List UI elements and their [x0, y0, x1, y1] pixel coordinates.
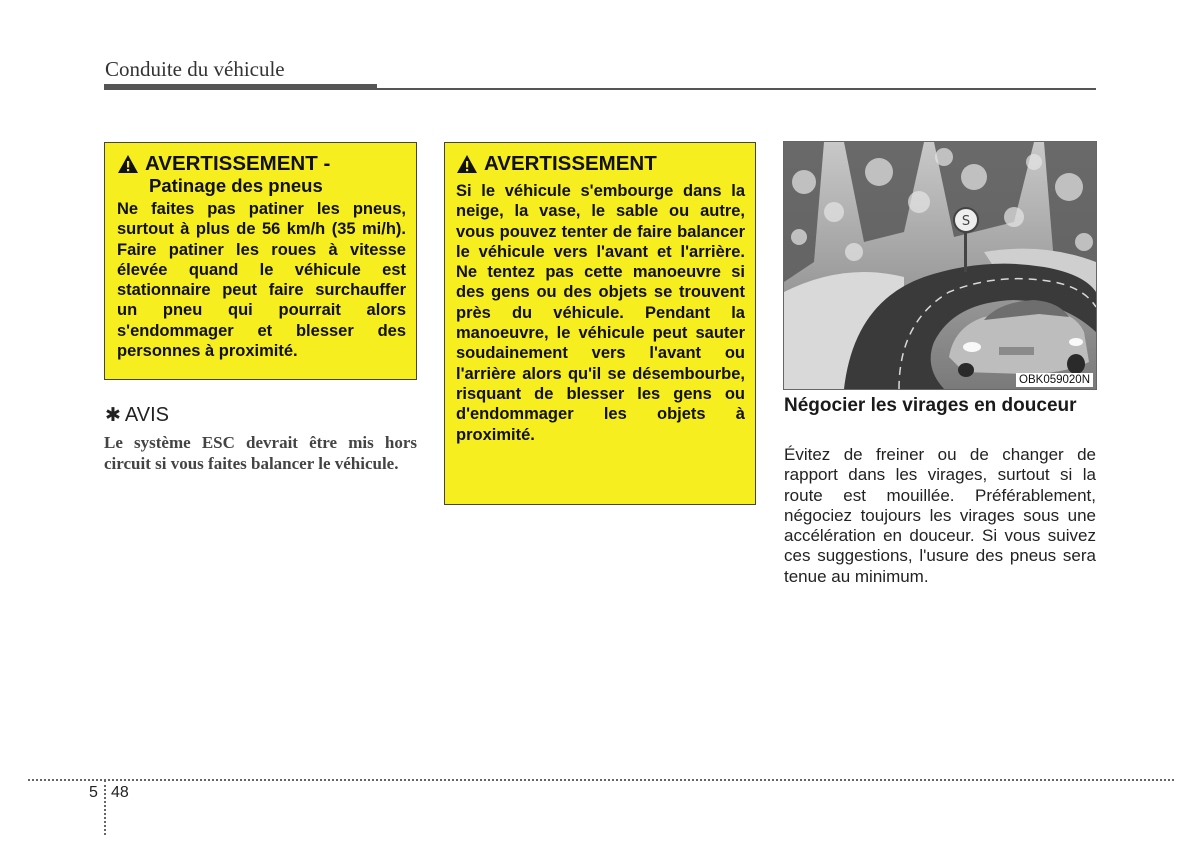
avis-heading: [105, 404, 169, 427]
notice-star-icon: ✱: [105, 405, 121, 426]
avis-body: Le système ESC devrait être mis hors circuit si vous faites balancer le véhicule.: [104, 433, 417, 473]
warning-subtitle: Patinage des pneus: [149, 175, 323, 196]
header-rule-thick: [104, 84, 377, 90]
warning-heading: [117, 153, 406, 175]
snowy-road-car-illustration: [783, 141, 1097, 390]
warning-box-tire-spin: [104, 142, 417, 380]
warning-body: Ne faites pas patiner les pneus, surtout à plus de 56 km/h (35 mi/h). Faire patiner les roues à vitesse élevée quand le véhicule est stationnaire peut faire surchauffer un pneu qui pourrait alors s'endommager et blesser des personnes à proximité.: [117, 200, 406, 361]
winding-road-image: [784, 142, 1096, 389]
footer-divider: [104, 780, 106, 835]
warning-box-rocking: [444, 142, 756, 505]
warning-triangle-icon: [456, 154, 478, 174]
section-title: Négocier les virages en douceur: [784, 395, 1077, 416]
warning-heading: [456, 153, 745, 175]
header-rule-thin: [377, 88, 1096, 90]
footer-rule: [28, 779, 1174, 781]
header-title: Conduite du véhicule: [105, 57, 285, 81]
figure-code: OBK059020N: [1016, 373, 1093, 387]
page-number: 48: [111, 784, 129, 801]
svg-text:S: S: [961, 214, 971, 229]
warning-title: AVERTISSEMENT: [484, 152, 657, 175]
warning-body: Si le véhicule s'embourge dans la neige, la vase, le sable ou autre, vous pouvez tenter de faire balancer le véhicule vers l'avant et l'arrière. Ne tentez pas cette manoeuvre si des gens ou des objets se trouvent près du véhicule. Pendant la manoeuvre, le véhicule peut sauter soudainement vers l'avant ou l'arrière alors qu'il se désembourbe, risquant de blesser les gens ou d'endommager les objets à proximité.: [456, 182, 745, 444]
warning-triangle-icon: [117, 154, 139, 174]
chapter-number: 5: [89, 784, 98, 801]
warning-title: AVERTISSEMENT -: [145, 152, 331, 175]
section-body: Évitez de freiner ou de changer de rapport dans les virages, surtout si la route est mouillée. Préférablement, négociez toujours les virages sous une accélération en douceur. Si vous suivez ces suggestions, l'usure des pneus sera tenue au minimum.: [784, 445, 1096, 586]
avis-title: AVIS: [124, 404, 170, 426]
